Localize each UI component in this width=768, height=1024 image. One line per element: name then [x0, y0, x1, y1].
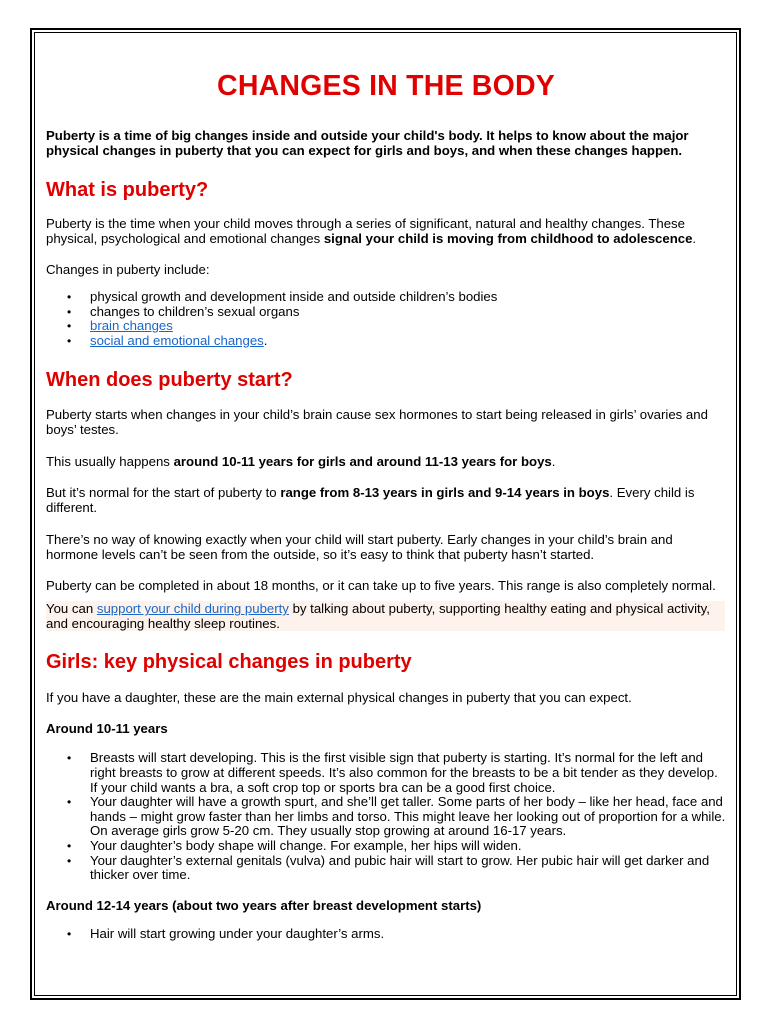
- page-title: CHANGES IN THE BODY: [217, 70, 555, 102]
- list-item: • Hair will start growing under your daughter’s arms.: [90, 927, 726, 942]
- subheading-10-11: Around 10-11 years: [46, 721, 168, 737]
- list-item: • Breasts will start developing. This is the first visible sign that puberty is starting. It’s normal for the left and right breasts to grow at different speeds. It’s also common for the breasts to be a bit tender as they develop. If your child wants a bra, a soft crop top or sports bra can be a good first choice.: [90, 751, 726, 795]
- when-paragraph-1: Puberty starts when changes in your child’s brain cause sex hormones to start being released in girls’ ovaries and boys’ testes.: [46, 407, 708, 438]
- support-child-link[interactable]: support your child during puberty: [96, 601, 289, 617]
- list-item: [90, 319, 726, 334]
- list-item: • social and emotional changes.: [90, 334, 726, 349]
- when-paragraph-5: Puberty can be completed in about 18 months, or it can take up to five years. This range is also completely normal.: [46, 578, 716, 594]
- when-paragraph-2: This usually happens around 10-11 years for girls and around 11-13 years for boys.: [46, 454, 556, 470]
- changes-intro: Changes in puberty include:: [46, 262, 210, 277]
- document-body: [46, 60, 726, 941]
- list-item: • Your daughter’s external genitals (vulva) and pubic hair will start to grow. Her pubic hair will get darker and thicker over time.: [90, 854, 726, 883]
- list-item: • Your daughter will have a growth spurt, and she’ll get taller. Some parts of her body – like her head, face and hands – might grow faster than her limbs and torso. This might leave her looking out of proportion for a while. On average girls grow 5-20 cm. They usually stop growing at around 16-17 years.: [90, 795, 726, 839]
- heading-girls-changes: Girls: key physical changes in puberty: [46, 651, 412, 674]
- girls-list-12-14: [46, 927, 726, 942]
- list-item: • changes to children’s sexual organs: [90, 305, 726, 320]
- when-paragraph-3: But it’s normal for the start of puberty to range from 8-13 years in girls and 9-14 years in boys. Every child is different.: [46, 485, 695, 516]
- intro-paragraph: Puberty is a time of big changes inside and outside your child's body. It helps to know about the major physical changes in puberty that you can expect for girls and boys, and when these changes happen.: [46, 128, 689, 158]
- social-emotional-changes-link[interactable]: social and emotional changes: [90, 332, 264, 348]
- changes-list: [46, 290, 726, 348]
- brain-changes-link[interactable]: brain changes: [90, 318, 173, 334]
- heading-when-does-puberty-start: When does puberty start?: [46, 369, 293, 392]
- girls-list-10-11: [46, 751, 726, 882]
- list-item: • Your daughter’s body shape will change. For example, her hips will widen.: [90, 839, 726, 854]
- what-paragraph: Puberty is the time when your child moves through a series of significant, natural and healthy changes. These physical, psychological and emotional changes signal your child is moving from childhood to adolescence.: [46, 216, 697, 246]
- when-paragraph-4: There’s no way of knowing exactly when your child will start puberty. Early changes in your child’s brain and hormone levels can’t be seen from the outside, so it’s easy to think that puberty hasn’t started.: [46, 532, 673, 563]
- heading-what-is-puberty: What is puberty?: [46, 179, 209, 201]
- subheading-12-14: Around 12-14 years (about two years after breast development starts): [46, 897, 482, 913]
- list-item: • physical growth and development inside and outside children’s bodies: [90, 290, 726, 305]
- girls-intro: If you have a daughter, these are the main external physical changes in puberty that you can expect.: [46, 690, 632, 706]
- support-callout: You can support your child during puberty by talking about puberty, supporting healthy eating and physical activity, and encouraging healthy sleep routines.: [46, 601, 725, 631]
